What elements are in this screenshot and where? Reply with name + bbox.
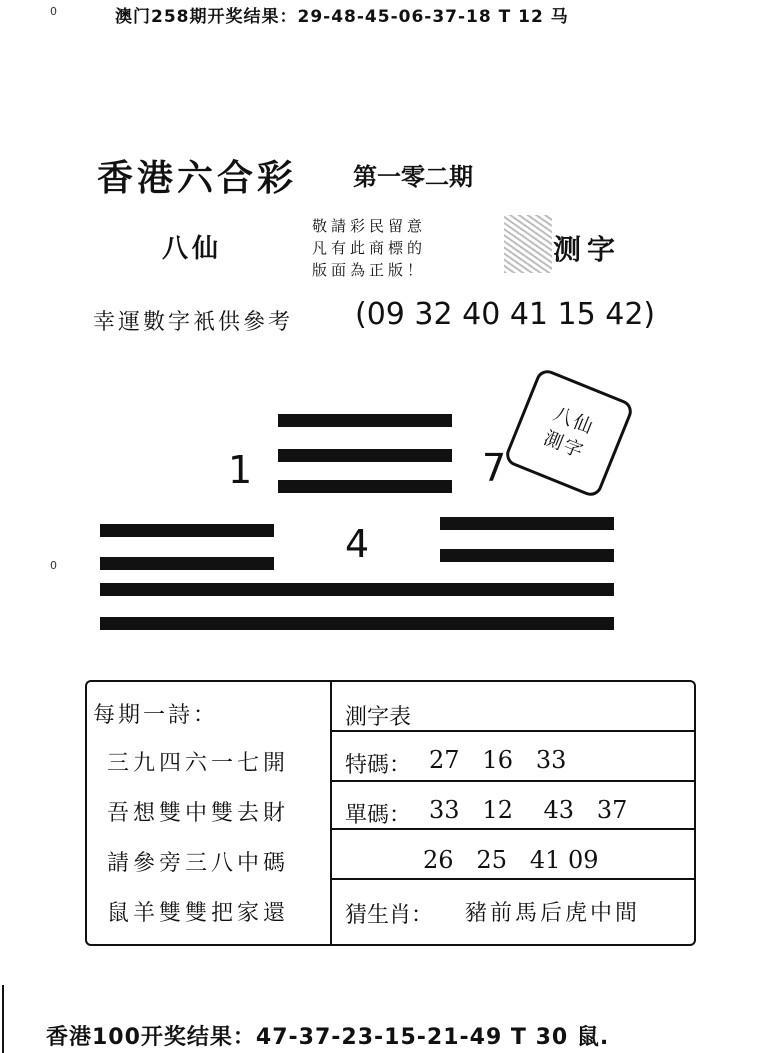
brand-name-left: 八仙 — [162, 234, 223, 264]
poem-line: 吾想雙中雙去財 — [107, 801, 290, 826]
single-numbers-row-1: 33 12 43 37 — [429, 796, 628, 824]
left-edge-line — [2, 985, 4, 1053]
trigram-bar — [100, 617, 614, 630]
table-row-divider — [332, 828, 694, 830]
single-label: 單碼： — [345, 803, 412, 828]
brand-name-right: 测字 — [553, 233, 622, 266]
zodiac-label: 猜生肖： — [345, 903, 434, 928]
poem-line: 請參旁三八中碼 — [107, 851, 290, 876]
special-numbers: 27 16 33 — [429, 746, 567, 774]
issue-number: 第一零二期 — [353, 162, 473, 191]
poem-line: 三九四六一七開 — [107, 751, 290, 776]
hongkong-result-banner: 香港100开奖结果：47-37-23-15-21-49 T 30 鼠. — [46, 1025, 610, 1050]
trigram-digit: 7 — [482, 446, 507, 490]
page-title: 香港六合彩 — [97, 157, 298, 199]
brand-seal — [503, 367, 636, 500]
margin-mark-top: 0 — [50, 5, 57, 18]
notice-line: 版面為正版！ — [312, 261, 427, 279]
authenticity-notice — [312, 215, 426, 281]
margin-mark-middle: 0 — [50, 559, 57, 572]
notice-line: 敬請彩民留意 — [312, 217, 427, 235]
cezi-title: 測字表 — [345, 705, 412, 730]
lucky-numbers-label: 幸運數字衹供參考 — [93, 310, 294, 335]
trigram-bar — [100, 557, 274, 570]
macau-result-banner: 澳门258期开奖结果：29-48-45-06-37-18 T 12 马 — [115, 7, 569, 27]
special-label: 特碼： — [345, 753, 412, 778]
trigram-bar — [100, 524, 274, 537]
trigram-bar — [440, 549, 614, 562]
poem-title: 每期一詩： — [93, 703, 219, 728]
notice-line: 凡有此商標的 — [312, 239, 427, 257]
zodiac-text: 豬前馬后虎中間 — [465, 901, 641, 926]
poem-and-cezi-table — [85, 680, 696, 946]
poem-line: 鼠羊雙雙把家還 — [107, 901, 290, 926]
trigram-bar — [100, 583, 614, 596]
trigram-bar — [278, 414, 452, 427]
trigram-bar — [278, 480, 452, 493]
seal-line: 八仙 — [550, 402, 598, 440]
lucky-numbers: (09 32 40 41 15 42) — [355, 297, 656, 332]
seal-line: 測字 — [540, 426, 588, 464]
table-divider — [330, 682, 332, 944]
trigram-bar — [440, 517, 614, 530]
trademark-image — [504, 215, 552, 273]
single-numbers-row-2: 26 25 41 09 — [423, 846, 599, 874]
trigram-digit: 1 — [228, 448, 253, 492]
table-row-divider — [332, 780, 694, 782]
trigram-bar — [278, 449, 452, 462]
trigram-digit: 4 — [345, 522, 370, 566]
table-row-divider — [332, 730, 694, 732]
table-row-divider — [332, 878, 694, 880]
